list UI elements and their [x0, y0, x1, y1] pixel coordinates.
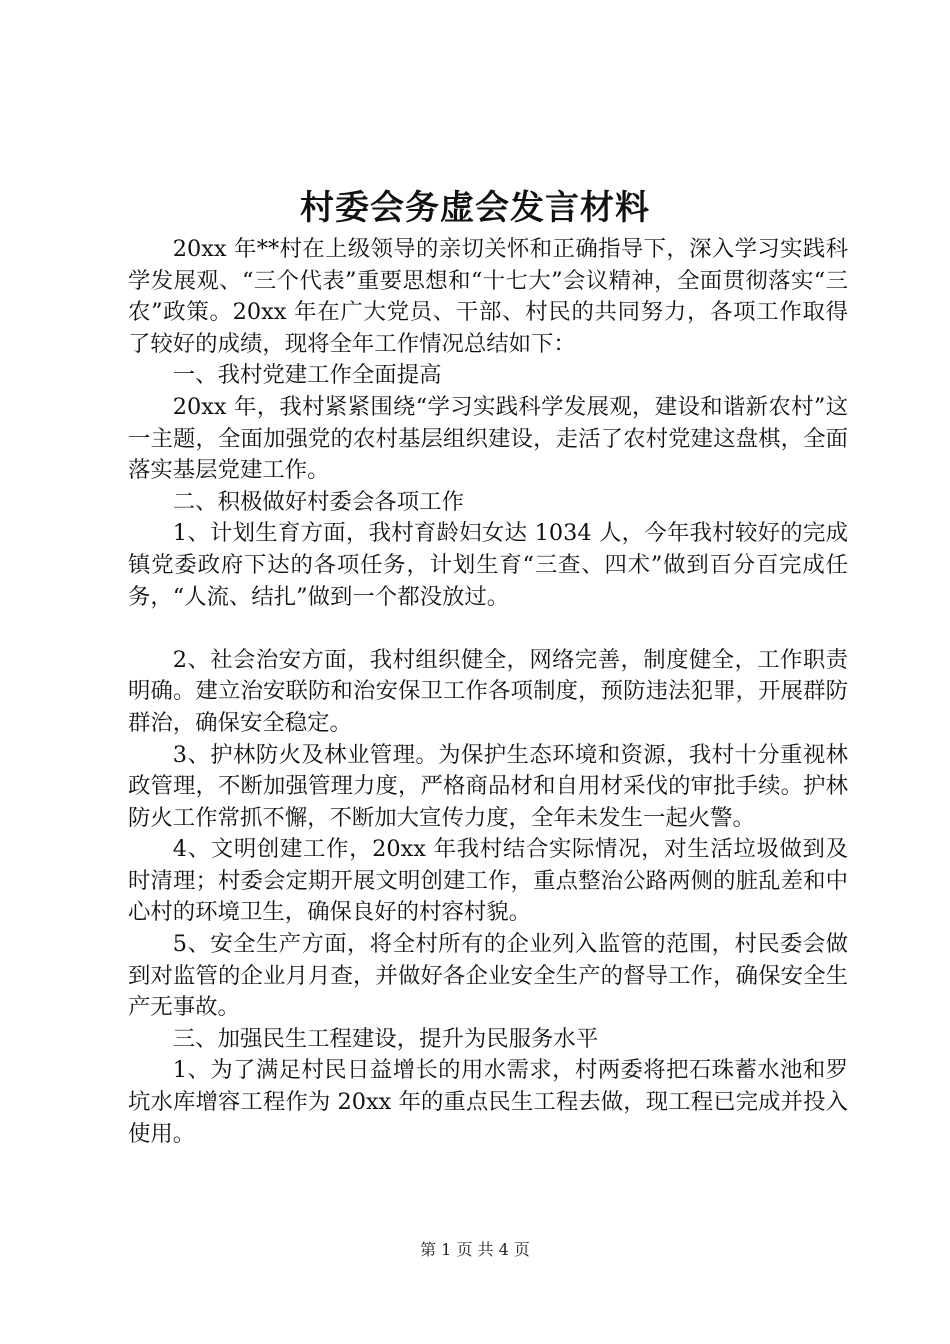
item-safety-production: 5、安全生产方面，将全村所有的企业列入监管的范围，村民委会做到对监管的企业月月查，并做好各企业安全生产的督导工作，确保安全生产无事故。	[128, 931, 848, 1021]
section-heading-1: 一、我村党建工作全面提高	[172, 362, 442, 389]
item-forestry: 3、护林防火及林业管理。为保护生态环境和资源，我村十分重视林政管理，不断加强管理力度，严格商品材和自用材采伐的审批手续。护林防火工作常抓不懈，不断加大宣传力度，全年未发生一起火警。	[128, 741, 848, 831]
item-family-planning: 1、计划生育方面，我村育龄妇女达 1034 人，今年我村较好的完成镇党委政府下达的各项任务，计划生育“三查、四术”做到百分百完成任务，“人流、结扎”做到一个都没放过。	[128, 520, 848, 610]
section-heading-3: 三、加强民生工程建设，提升为民服务水平	[172, 1025, 599, 1052]
item-water-project: 1、为了满足村民日益增长的用水需求，村两委将把石珠蓄水池和罗坑水库增容工程作为 20xx 年的重点民生工程去做，现工程已完成并投入使用。	[128, 1057, 848, 1147]
item-civilization: 4、文明创建工作，20xx 年我村结合实际情况，对生活垃圾做到及时清理；村委会定期开展文明创建工作，重点整治公路两侧的脏乱差和中心村的环境卫生，确保良好的村容村貌。	[128, 836, 848, 926]
item-public-security: 2、社会治安方面，我村组织健全，网络完善，制度健全，工作职责明确。建立治安联防和治安保卫工作各项制度，预防违法犯罪，开展群防群治，确保安全稳定。	[128, 646, 848, 736]
intro-paragraph: 20xx 年**村在上级领导的亲切关怀和正确指导下，深入学习实践科学发展观、“三个代表”重要思想和“十七大”会议精神，全面贯彻落实“三农”政策。20xx 年在广大党员、干部、村民的共同努力，各项工作取得了较好的成绩，现将全年工作情况总结如下：	[128, 236, 848, 357]
page-footer: 第 1 页 共 4 页	[420, 1240, 530, 1259]
document-body	[128, 234, 848, 1150]
section-1-paragraph: 20xx 年，我村紧紧围绕“学习实践科学发展观，建设和谐新农村”这一主题，全面加强党的农村基层组织建设，走活了农村党建这盘棋，全面落实基层党建工作。	[128, 393, 848, 484]
section-heading-2: 二、积极做好村委会各项工作	[172, 488, 464, 515]
document-title: 村委会务虚会发言材料	[300, 188, 650, 228]
